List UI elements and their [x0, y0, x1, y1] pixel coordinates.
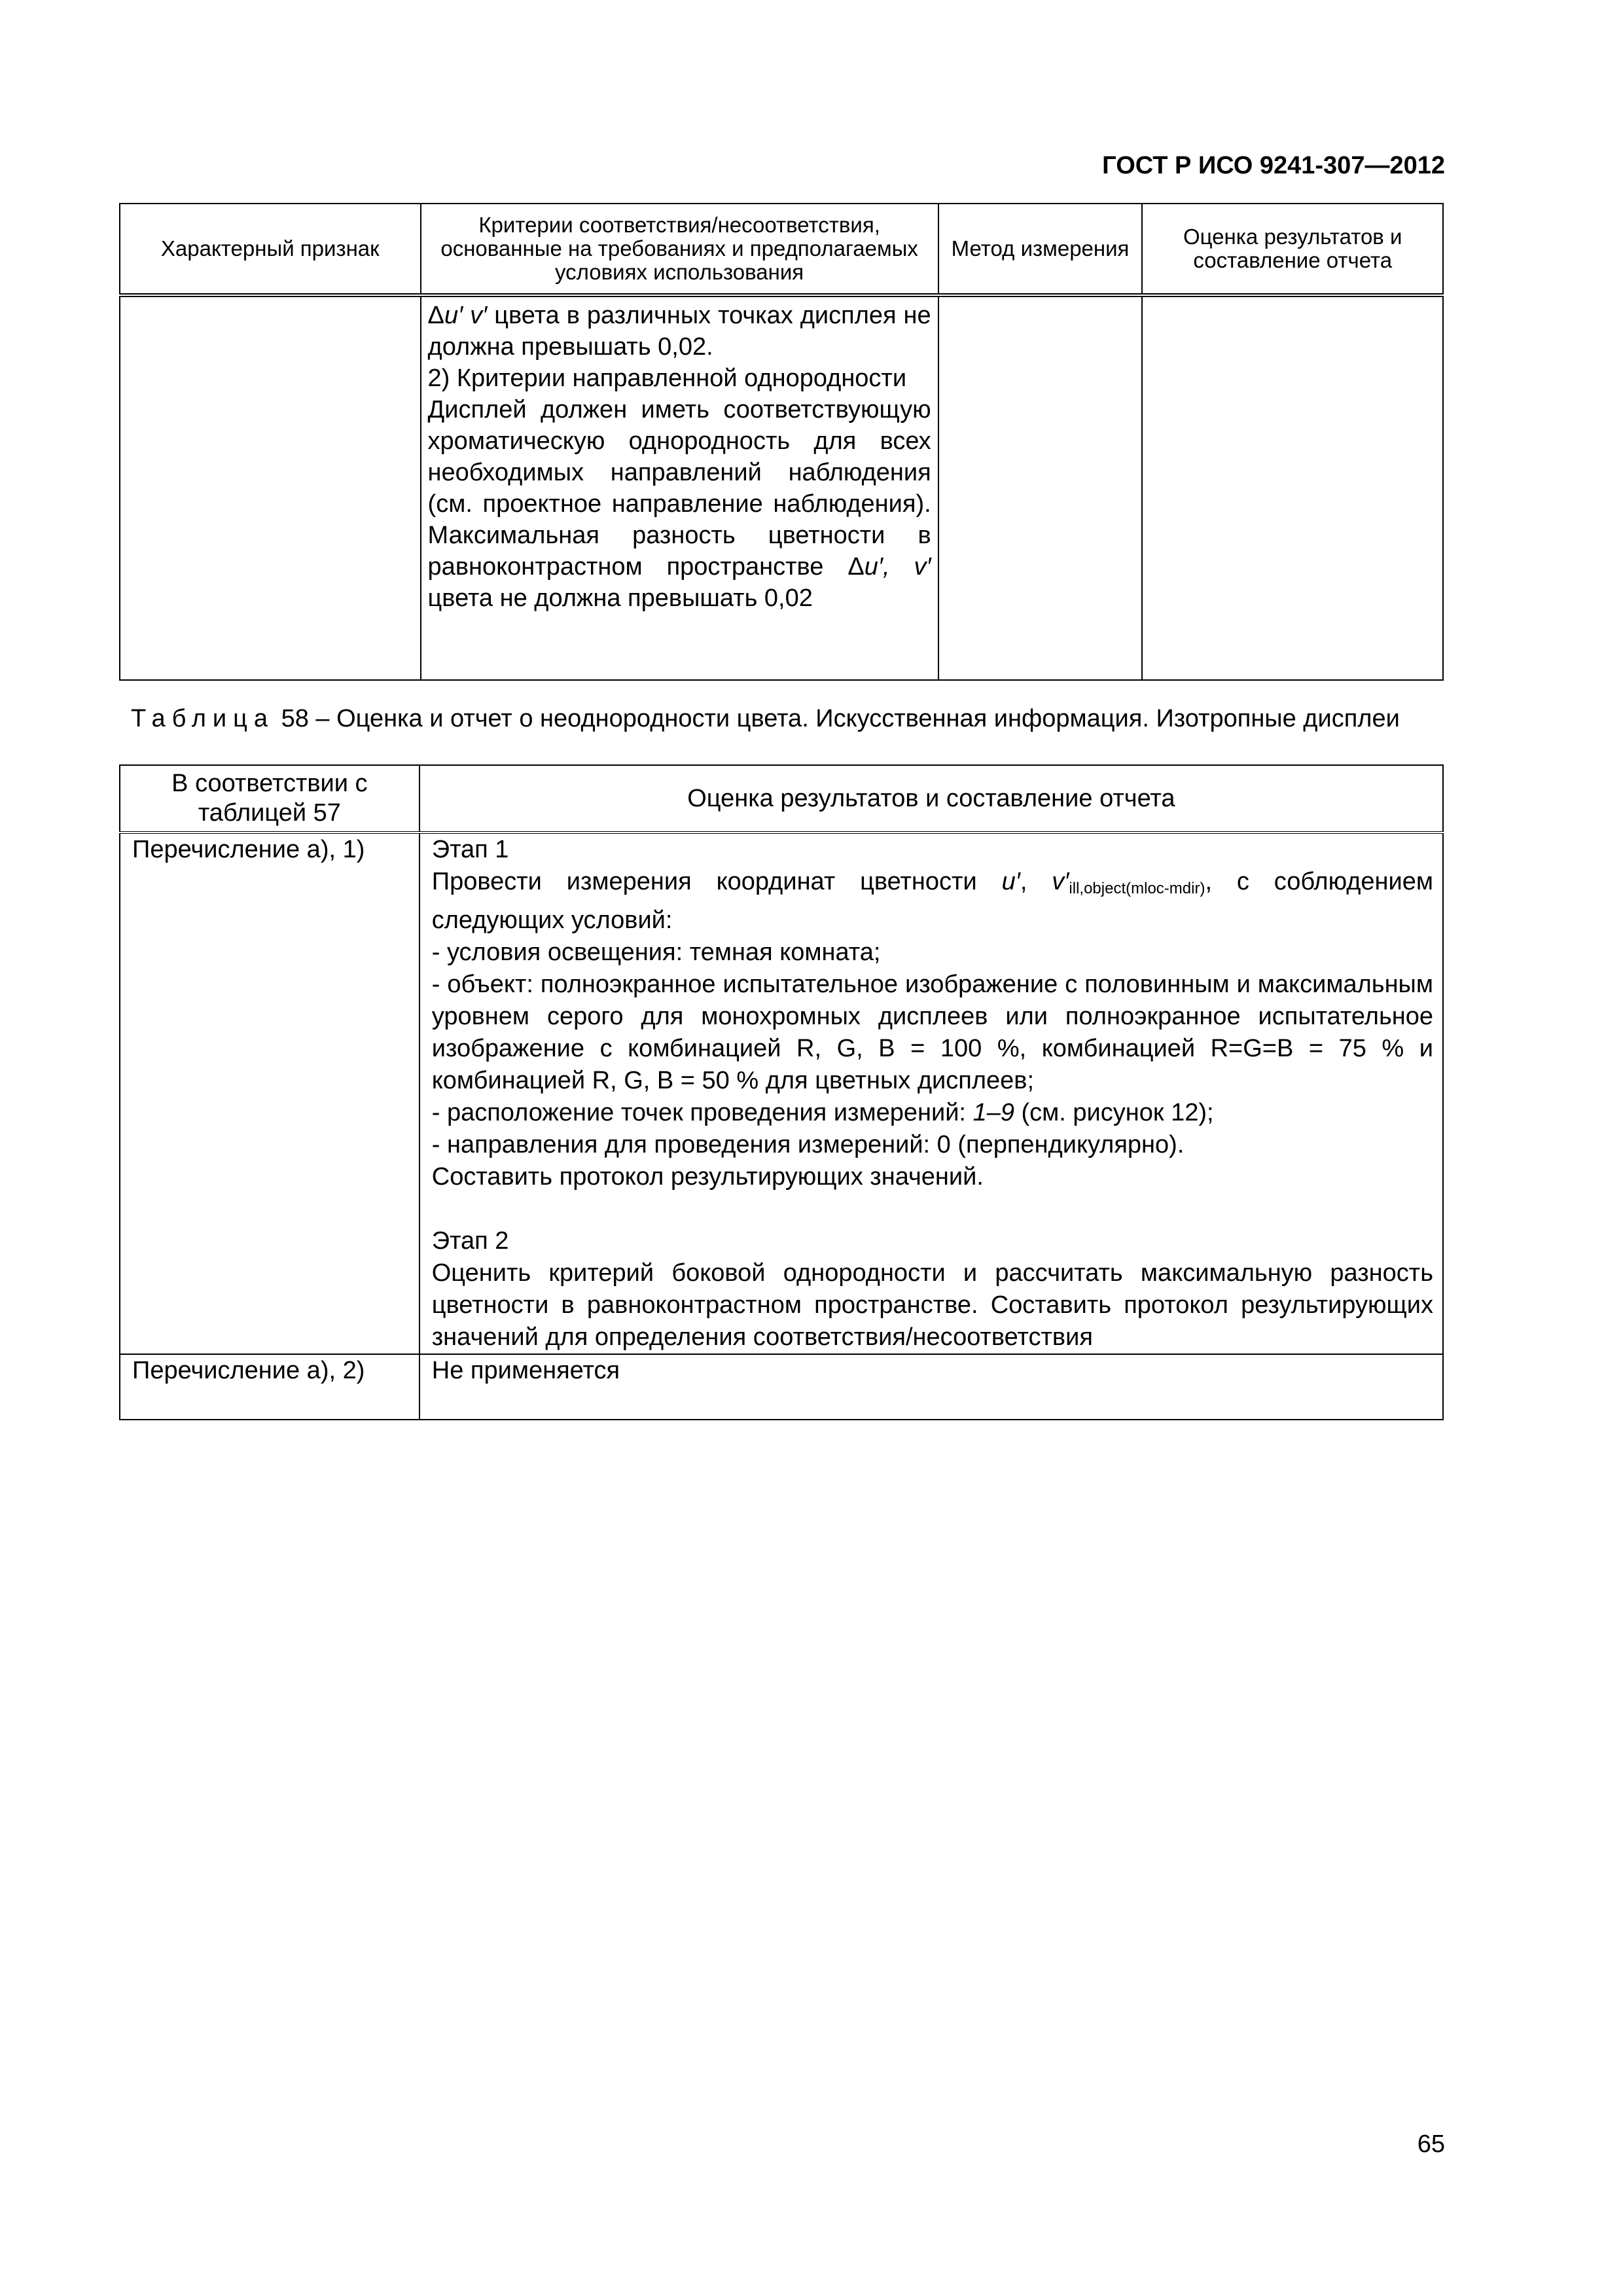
- condition-points: - расположение точек проведения измерений: 1–9 (см. рисунок 12);: [431, 1099, 1214, 1126]
- table-57-continuation: [119, 203, 1444, 681]
- criteria-item-2-text: Дисплей должен иметь соответствующую хроматическую однородность для всех необходимых направлений наблюдения (см. проектное направление наблюдения). Максимальная разность цветности в равноконтрастном пространстве Δu′, v′ цвета не должна превышать 0,02: [427, 396, 931, 612]
- stage-1-intro: Провести измерения координат цветности u′, $v'_{ill,object(mloc-mdir)}$, с соблюдением следующих условий:: [431, 868, 1434, 934]
- evaluation-cell: [1142, 295, 1443, 680]
- column-header-reference: В соответствии с таблицей 57: [120, 765, 419, 833]
- evaluation-cell: [419, 833, 1443, 1354]
- caption-label: Таблица: [131, 705, 274, 732]
- column-header-criteria: Критерии соответствия/несоответствия, основанные на требованиях и предполагаемых условиях использования: [421, 204, 938, 295]
- criteria-item-2-title: 2) Критерии направленной однородности: [427, 365, 907, 392]
- condition-object: - объект: полноэкранное испытательное изображение с половинным и максимальным уровнем серого для монохромных дисплеев или полноэкранное испытательное изображение с комбинацией R, G, B = 100 %, комбинацией R=G=B = 75 % и комбинацией R, G, B = 50 % для цветных дисплеев;: [431, 971, 1433, 1094]
- evaluation-cell: Не применяется: [419, 1354, 1443, 1420]
- table-58: [119, 764, 1444, 1420]
- table-58-caption: [131, 704, 1440, 734]
- page-number: 65: [1417, 2130, 1445, 2158]
- feature-cell: [120, 295, 421, 680]
- table-header-row: [120, 204, 1443, 295]
- table-row: [120, 295, 1443, 680]
- stage-2-text: Оценить критерий боковой однородности и рассчитать максимальную разность цветности в равноконтрастном пространстве. Составить протокол результирующих значений для определения соответствия/несоответствия: [431, 1259, 1433, 1351]
- condition-direction: - направления для проведения измерений: 0 (перпендикулярно).: [431, 1131, 1185, 1158]
- stage-2-title: Этап 2: [431, 1227, 509, 1255]
- reference-cell: Перечисление а), 2): [120, 1354, 419, 1420]
- criteria-cell: [421, 295, 938, 680]
- stage-1-end: Составить протокол результирующих значений.: [431, 1163, 984, 1191]
- spacer: [432, 1193, 1433, 1225]
- column-header-evaluation: Оценка результатов и составление отчета: [419, 765, 1443, 833]
- criteria-line-1: Δu′ v′ цвета в различных точках дисплея не должна превышать 0,02.: [427, 302, 931, 361]
- table-header-row: [120, 765, 1443, 833]
- caption-text: 58 – Оценка и отчет о неоднородности цвета. Искусственная информация. Изотропные дисплеи: [281, 705, 1400, 732]
- reference-cell: Перечисление а), 1): [120, 833, 419, 1354]
- table-row: [120, 1354, 1443, 1420]
- table-row: [120, 833, 1443, 1354]
- standard-code: ГОСТ Р ИСО 9241-307—2012: [1102, 152, 1445, 179]
- column-header-method: Метод измерения: [938, 204, 1143, 295]
- method-cell: [938, 295, 1143, 680]
- column-header-evaluation: Оценка результатов и составление отчета: [1142, 204, 1443, 295]
- condition-lighting: - условия освещения: темная комната;: [431, 939, 881, 966]
- column-header-feature: Характерный признак: [120, 204, 421, 295]
- stage-1-title: Этап 1: [431, 836, 509, 863]
